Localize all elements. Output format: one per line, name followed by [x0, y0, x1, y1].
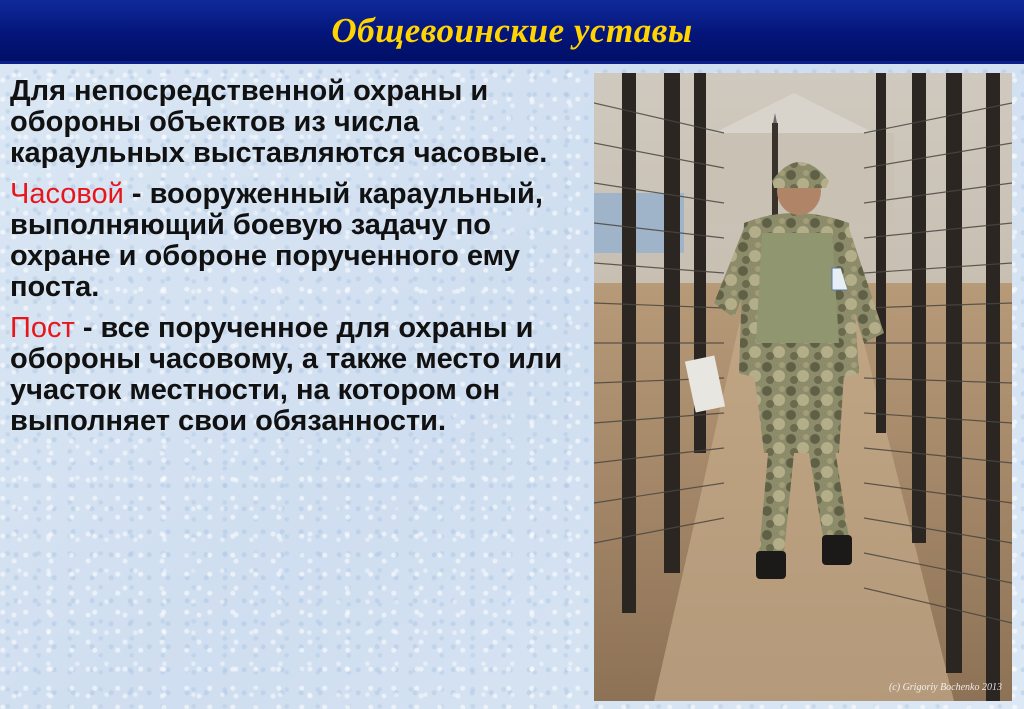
definition-post: - все порученное для охраны и обороны часовому, а также место или участок местности, на котором он выполняет свои обязанности.	[10, 312, 563, 437]
definition-sentry: - вооруженный караульный, выполняющий боевую задачу по охране и обороне порученного ему поста.	[10, 178, 543, 303]
slide-title: Общевоинские уставы	[331, 10, 693, 50]
paragraph-post-definition	[10, 313, 590, 437]
sentry-photo	[594, 73, 1012, 701]
term-post: Пост	[10, 312, 75, 344]
photo-watermark: (c) Grigoriy Bochenko 2013	[888, 682, 1002, 693]
term-sentry: Часовой	[10, 178, 124, 210]
title-bar	[0, 0, 1024, 64]
paragraph-sentries	[10, 76, 590, 169]
paragraph-sentry-definition	[10, 179, 590, 303]
text-column	[10, 76, 590, 447]
sentry-photo-illustration	[594, 73, 1012, 701]
paragraph-sentries-text: Для непосредственной охраны и обороны объектов из числа караульных выставляются часовые.	[10, 75, 548, 169]
